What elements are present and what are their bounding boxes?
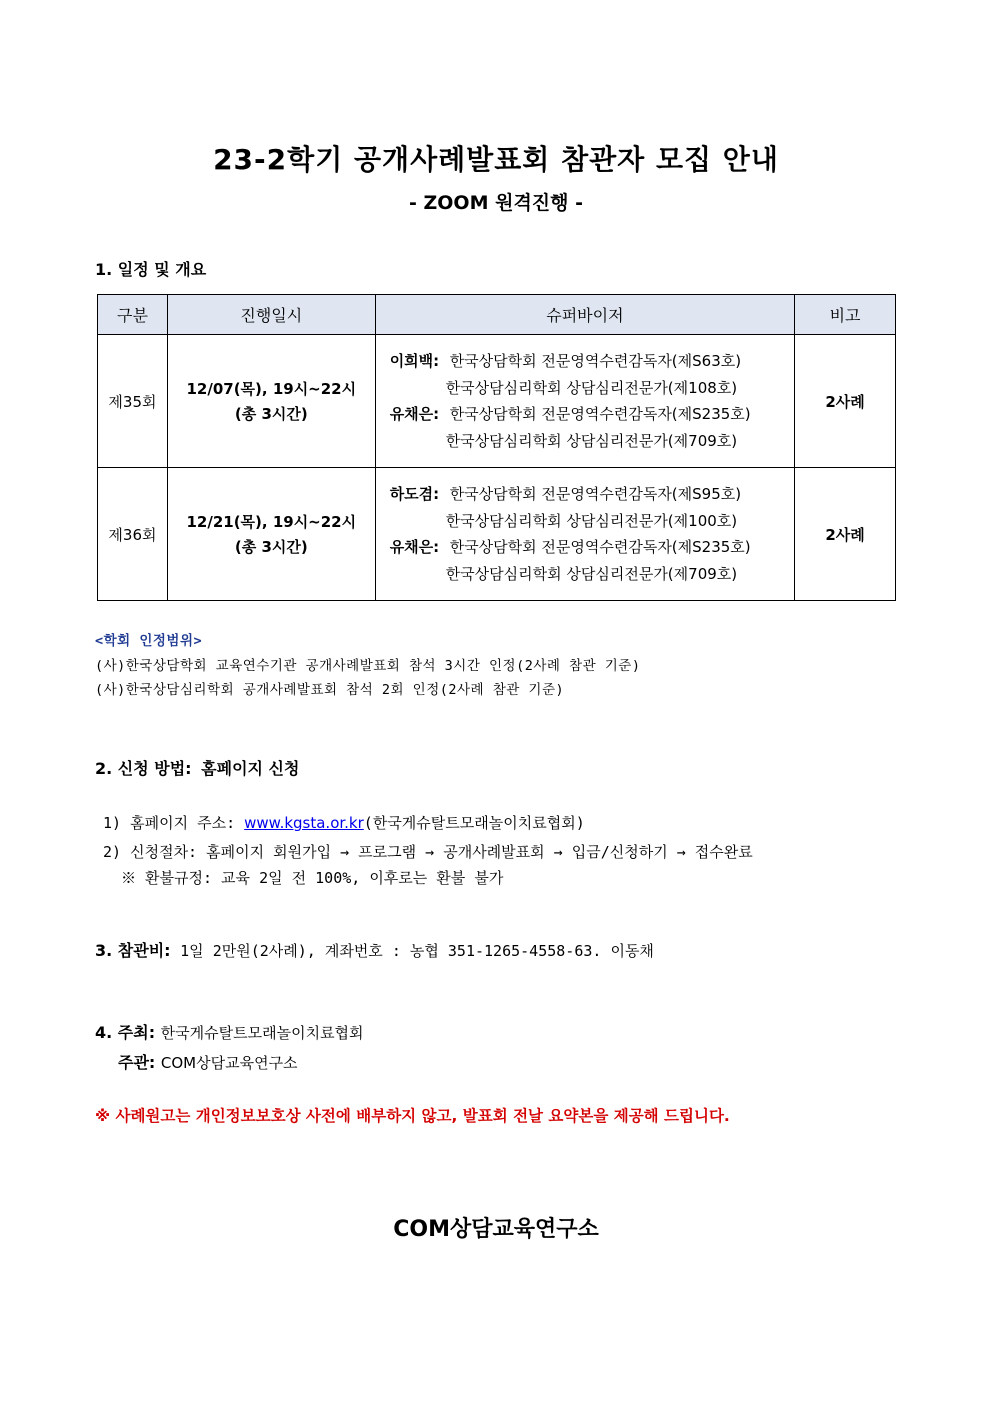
footer-org: COM상담교육연구소 [393,1217,599,1242]
supervisor-name: 유채은: [389,405,440,423]
date-line: 12/07(목), 19시~22시 [186,380,357,398]
table-header-row [98,295,896,335]
header-supervisor: 슈퍼바이저 [375,295,794,335]
section1-heading: 1. 일정 및 개요 [95,260,207,279]
duration-line: (총 3시간) [234,405,308,423]
section2-value: 홈페이지 신청 [201,759,300,778]
table-row [98,335,896,468]
fee-value: 1일 2만원(2사례), 계좌번호 : 농협 351-1265-4558-63. 이동채 [180,942,654,960]
header-round: 구분 [98,295,168,335]
homepage-org: (한국게슈탈트모래놀이치료협회) [363,814,585,832]
homepage-link[interactable]: www.kgsta.or.kr [244,814,364,832]
date-cell [167,335,375,468]
homepage-label: 1) 홈페이지 주소: [103,814,245,832]
round-cell: 제35회 [98,335,168,468]
supervisor-credential: 한국상담심리학회 상담심리전문가(제709호) [445,431,738,450]
recognition-line: (사)한국상담심리학회 공개사례발표회 참석 2회 인정(2사례 참관 기준) [95,682,565,698]
section2-heading [95,756,299,779]
host-value: 한국게슈탈트모래놀이치료협회 [160,1024,364,1042]
note-cell: 2사례 [795,335,896,468]
apply-item-procedure: 2) 신청절차: 홈페이지 회원가입 → 프로그램 → 공개사례발표회 → 입금/신청하기 → 접수완료 [103,843,753,861]
organizer-label: 주관: [118,1053,156,1072]
note-cell: 2사례 [795,468,896,601]
supervisor-name: 하도겸: [389,485,440,503]
round-cell: 제36회 [98,468,168,601]
recognition-line: (사)한국상담학회 교육연수기관 공개사례발표회 참석 3시간 인정(2사례 참관 기준) [95,658,641,674]
date-cell [167,468,375,601]
duration-line: (총 3시간) [234,538,308,556]
supervisor-name: 유채은: [389,538,440,556]
supervisor-cell [375,335,794,468]
section3 [95,938,654,961]
supervisor-credential: 한국상담심리학회 상담심리전문가(제100호) [445,511,738,530]
refund-policy: ※ 환불규정: 교육 2일 전 100%, 이후로는 환불 불가 [121,869,504,887]
supervisor-credential: 한국상담심리학회 상담심리전문가(제709호) [445,564,738,583]
header-note: 비고 [795,295,896,335]
date-line: 12/21(목), 19시~22시 [186,513,357,531]
section4-organizer [118,1050,298,1073]
recognition-title: <학회 인정범위> [95,633,203,649]
host-label: 4. 주최: [95,1023,156,1042]
header-date: 진행일시 [167,295,375,335]
page-title: 23-2학기 공개사례발표회 참관자 모집 안내 [213,143,779,176]
supervisor-credential: 한국상담학회 전문영역수련감독자(제S95호) [449,485,742,503]
section4-host [95,1020,364,1043]
supervisor-cell [375,468,794,601]
schedule-table [97,294,896,601]
section2-label: 2. 신청 방법: [95,759,192,778]
supervisor-credential: 한국상담심리학회 상담심리전문가(제108호) [445,378,738,397]
supervisor-credential: 한국상담학회 전문영역수련감독자(제S235호) [449,405,751,423]
privacy-notice: ※ 사례원고는 개인정보보호상 사전에 배부하지 않고, 발표회 전날 요약본을 제공해 드립니다. [95,1107,730,1125]
supervisor-name: 이희백: [389,352,440,370]
supervisor-credential: 한국상담학회 전문영역수련감독자(제S235호) [449,538,751,556]
table-row [98,468,896,601]
organizer-value: COM상담교육연구소 [160,1054,298,1072]
page-subtitle: - ZOOM 원격진행 - [408,192,584,214]
apply-item-homepage [103,812,585,833]
supervisor-credential: 한국상담학회 전문영역수련감독자(제S63호) [449,352,742,370]
fee-label: 3. 참관비: [95,941,171,960]
